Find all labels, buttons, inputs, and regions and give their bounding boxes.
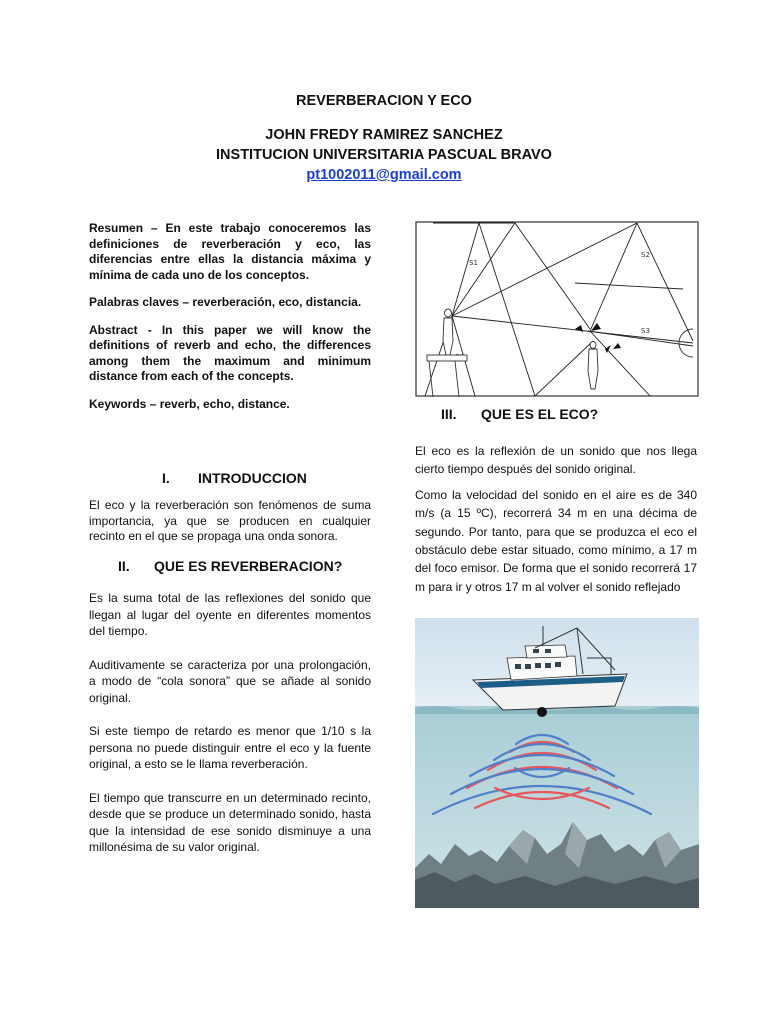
palabras-claves: Palabras claves – reverberación, eco, distancia. [89, 295, 362, 309]
paragraph: Como la velocidad del sonido en el aire es de 340 m/s (a 15 ºC), recorrerá 34 m en una décima de segundo. Por tanto, para que se produzca el eco el obstáculo debe estar situado, como mínimo, a 17 m del foco emisor. De forma que el sonido recorrerá 17 m para ir y otros 17 m al volver el sonido reflejado [415, 487, 697, 594]
section-title: QUE ES REVERBERACION? [154, 558, 343, 574]
intro-paragraph: El eco y la reverberación son fenómenos de suma importancia, ya que se producen en cualquier recinto en el que se propaga una onda sonora. [89, 498, 371, 543]
listener-figure [588, 342, 598, 390]
label-s1: S1 [469, 259, 478, 267]
intro-block [89, 498, 371, 557]
section-number: I. [162, 470, 170, 486]
institution: INSTITUCION UNIVERSITARIA PASCUAL BRAVO [216, 147, 552, 163]
section-number: II. [118, 558, 130, 574]
left-column [89, 221, 371, 424]
keywords: Keywords – reverb, echo, distance. [89, 396, 290, 411]
paragraph: El tiempo que transcurre en un determinado recinto, desde que se produce un determinado sonido, hasta que la intensidad de ese sonido disminuye a una millonésima de su valor original. [89, 790, 371, 854]
paragraph: Si este tiempo de retardo es menor que 1/10 s la persona no puede distinguir entre el eco y la fuente original, a esto se le llama reverberación. [89, 724, 371, 771]
paragraph: Es la suma total de las reflexiones del sonido que llegan al lugar del oyente en diferentes momentos del tiempo. [89, 591, 371, 638]
resumen: Resumen – En este trabajo conoceremos las definiciones de reverberación y eco, las diferencias entre ellas la distancia máxima y mínima de cada uno de los conceptos. [89, 221, 371, 282]
label-s2: S2 [641, 251, 650, 259]
abstract: Abstract - In this paper we will know the definitions of reverb and echo, the differences among them the maximum and minimum distance from each of the concepts. [89, 322, 371, 383]
reflection-diagram [415, 221, 699, 397]
reverberacion-block [89, 590, 371, 868]
eco-block [415, 442, 697, 608]
section-title: INTRODUCCION [198, 470, 307, 486]
section-number: III. [441, 406, 457, 422]
paragraph: El eco es la reflexión de un sonido que nos llega cierto tiempo después del sonido original. [415, 444, 697, 477]
section-heading-introduccion [162, 470, 307, 486]
paragraph: Auditivamente se caracteriza por una prolongación, a modo de “cola sonora” que se añade al sonido original. [89, 657, 371, 705]
section-heading-eco [441, 406, 598, 422]
diagram-frame [416, 222, 698, 396]
section-heading-reverberacion [118, 558, 342, 574]
sonar-emitter [537, 707, 547, 717]
author-name: JOHN FREDY RAMIREZ SANCHEZ [265, 127, 503, 143]
paper-title: REVERBERACION Y ECO [296, 93, 472, 109]
section-title: QUE ES EL ECO? [481, 406, 599, 422]
label-s3: S3 [641, 327, 650, 335]
author-email [0, 167, 768, 183]
ship-echo-illustration [415, 618, 699, 908]
email-link[interactable]: pt1002011@gmail.com [306, 167, 462, 183]
